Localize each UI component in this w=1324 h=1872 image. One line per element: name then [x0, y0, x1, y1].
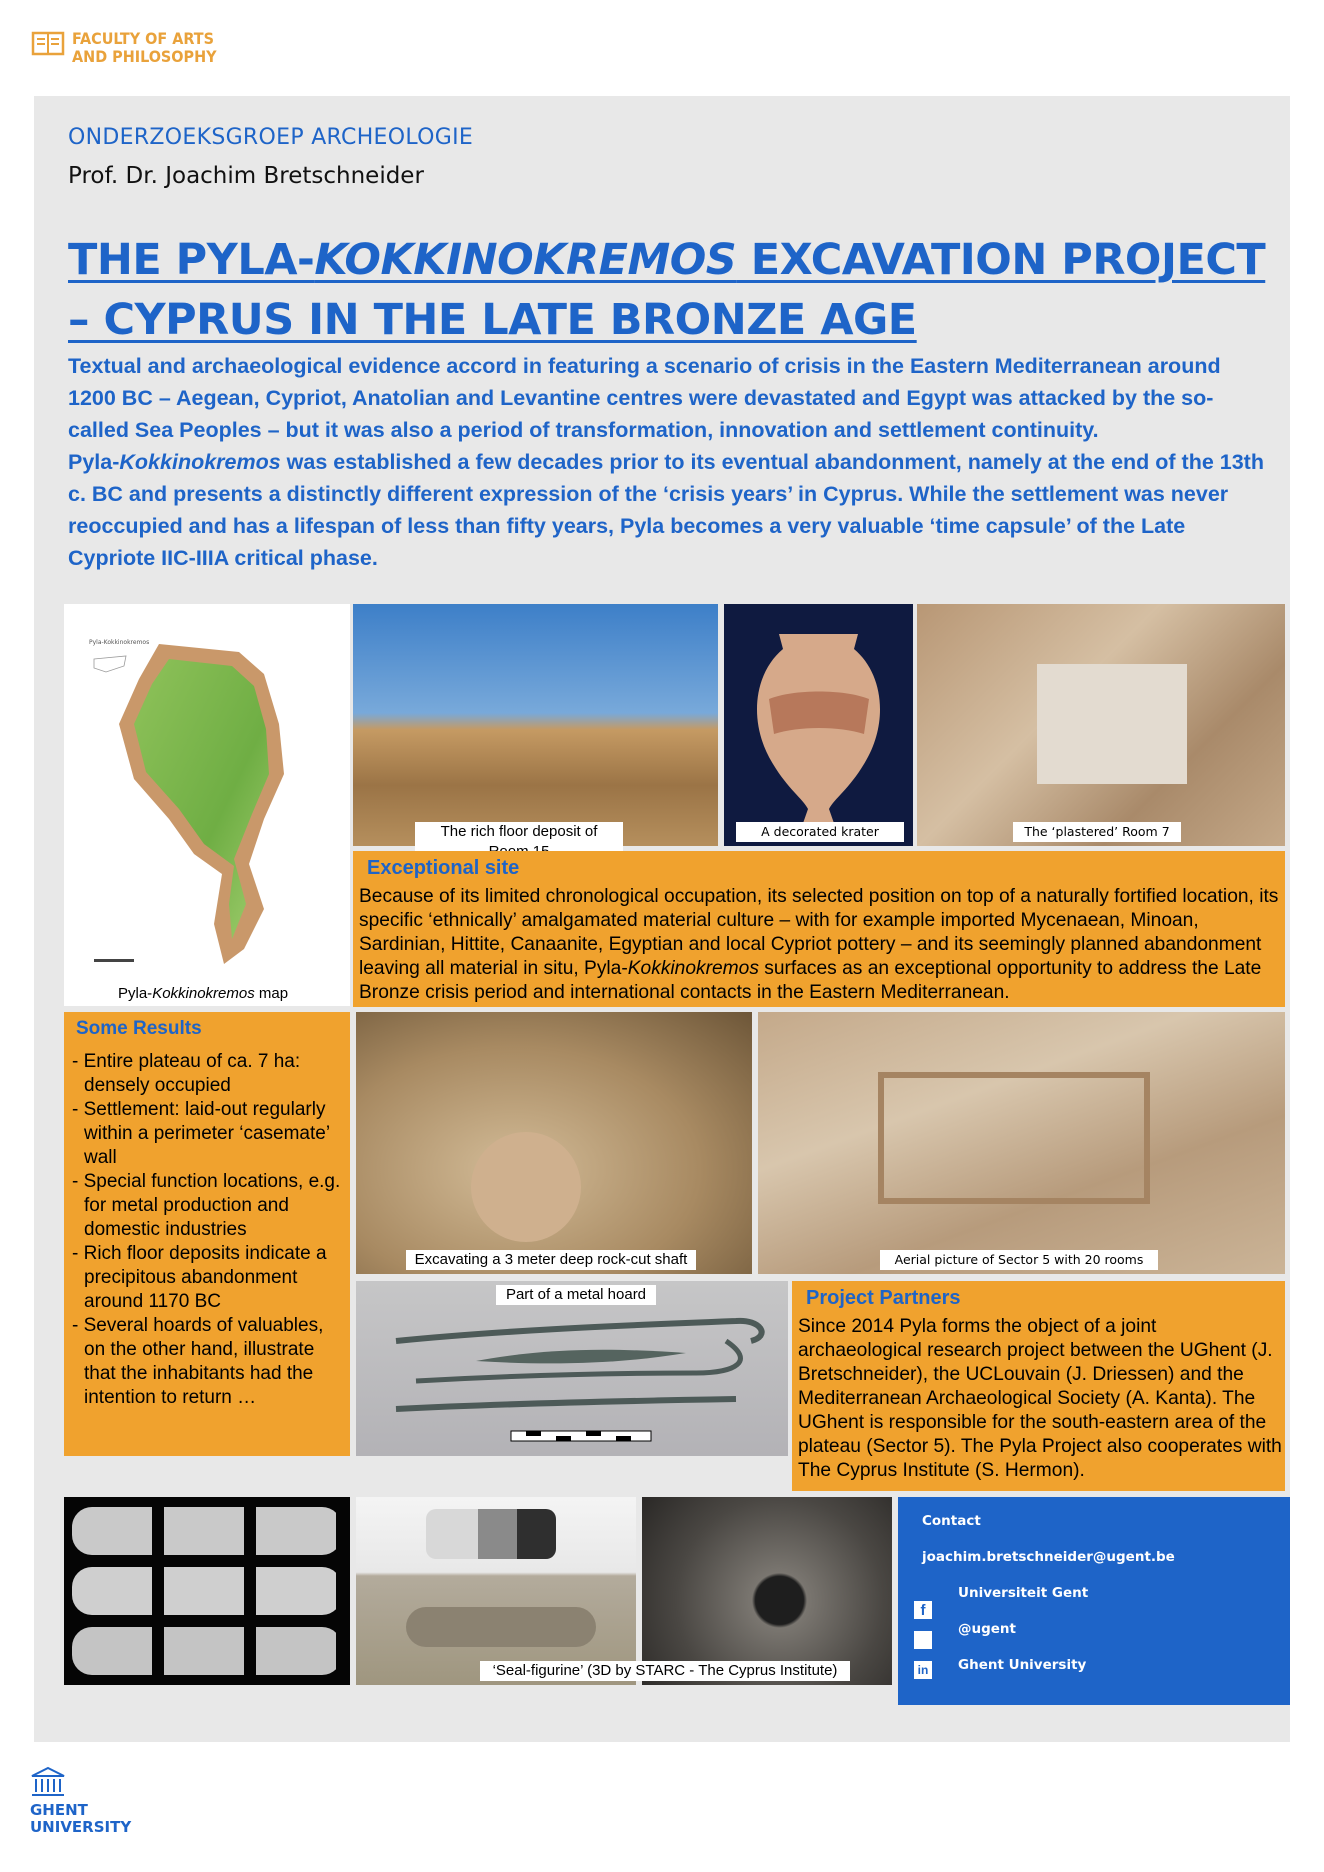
seal-row	[72, 1627, 342, 1675]
map-graphic	[64, 604, 350, 1006]
seal-figurine-shapes	[426, 1509, 556, 1559]
seal-row	[72, 1567, 342, 1615]
results-box	[64, 1012, 350, 1456]
photo-room7	[917, 604, 1285, 846]
research-group: ONDERZOEKSGROEP ARCHEOLOGIE	[68, 125, 474, 150]
site-map	[64, 604, 350, 1006]
photo-shaft	[356, 1012, 752, 1274]
caption-hoard: Part of a metal hoard	[496, 1285, 656, 1305]
ghent-line2: UNIVERSITY	[30, 1818, 132, 1836]
map-caption: Pyla-Kokkinokremos map	[114, 984, 292, 1004]
twitter-icon	[914, 1631, 932, 1649]
results-item: - Special function locations, e.g. for metal production and domestic industries	[72, 1171, 341, 1240]
photo-floor-deposit	[353, 604, 718, 846]
photo-seal-closeup	[642, 1497, 892, 1685]
photo-aerial	[758, 1012, 1285, 1274]
exceptional-text: Because of its limited chronological occupation, its selected position on top of a naturally fortified location, its specific ‘ethnically’ amalgamated material culture – with for example imported Mycenaean, Minoan, Sardinian, Hittite, Canaanite, Egyptian and local Cypriot pottery – and its seemingly planned abandonment leaving all material in situ, Pyla-Kokkinokremos surfaces as an exceptional opportunity to address the Late Bronze crisis period and international contacts in the Eastern Mediterranean.	[359, 886, 1279, 1003]
caption-shaft: Excavating a 3 meter deep rock-cut shaft	[406, 1250, 696, 1270]
contact-email[interactable]: joachim.bretschneider@ugent.be	[922, 1549, 1175, 1565]
facebook-icon: f	[914, 1601, 932, 1619]
contact-linkedin[interactable]: Ghent University	[958, 1657, 1087, 1673]
aerial-rooms	[878, 1072, 1150, 1204]
exceptional-site-box	[353, 851, 1285, 1007]
contact-twitter[interactable]: @ugent	[958, 1621, 1016, 1637]
shaft-jar	[471, 1132, 581, 1242]
krater-graphic	[724, 604, 913, 846]
photo-seal-figurine	[356, 1497, 636, 1685]
ghent-university-logo	[30, 1766, 131, 1836]
university-building-icon	[30, 1766, 66, 1798]
results-item: - Several hoards of valuables, on the other hand, illustrate that the inhabitants had the intention to return …	[72, 1315, 324, 1408]
photo-metal-hoard	[356, 1281, 788, 1456]
partners-box	[792, 1281, 1285, 1491]
caption-room7: The ‘plastered’ Room 7	[1013, 822, 1181, 842]
caption-floor-deposit: The rich floor deposit of	[415, 822, 623, 862]
hoard-graphic	[356, 1281, 788, 1456]
ghent-line1: GHENT	[30, 1801, 88, 1819]
caption-krater: A decorated krater	[736, 822, 904, 842]
professor-name: Prof. Dr. Joachim Bretschneider	[68, 163, 424, 189]
faculty-logo	[32, 30, 217, 66]
caption-seal: ‘Seal-figurine’ (3D by STARC - The Cyprus Institute)	[480, 1661, 850, 1681]
results-item: - Rich floor deposits indicate a precipitous abandonment around 1170 BC	[72, 1243, 327, 1312]
photo-seals	[64, 1497, 350, 1685]
contact-heading: Contact	[922, 1513, 981, 1529]
seal-row	[72, 1507, 342, 1555]
contact-facebook[interactable]: Universiteit Gent	[958, 1585, 1089, 1601]
seal-impression	[406, 1607, 596, 1647]
room7-floor	[1037, 664, 1187, 784]
book-icon	[32, 30, 64, 56]
exceptional-heading: Exceptional site	[367, 857, 520, 879]
results-item: - Settlement: laid-out regularly within a perimeter ‘casemate’ wall	[72, 1099, 330, 1168]
linkedin-icon: in	[914, 1661, 932, 1679]
results-item: - Entire plateau of ca. 7 ha: densely occupied	[72, 1051, 301, 1096]
map-inner-title: Pyla-Kokkinokremos	[89, 639, 150, 646]
faculty-name: FACULTY OF ARTS AND PHILOSOPHY	[72, 29, 217, 66]
intro-text: Textual and archaeological evidence accord in featuring a scenario of crisis in the Eastern Mediterranean around 1200 BC – Aegean, Cypriot, Anatolian and Levantine centres were devastated and Egypt was attacked by the so-called Sea Peoples – but it was also a period of transformation, innovation and settlement continuity. Pyla-Kokkinokremos was established a few decades prior to its eventual abandonment, namely at the end of the 13th c. BC and presents a distinctly different expression of the ‘crisis years’ in Cyprus. While the settlement was never reoccupied and has a lifespan of less than fifty years, Pyla becomes a very valuable ‘time capsule’ of the Late Cypriote IIC-IIIA critical phase.	[68, 354, 1264, 570]
poster-title: THE PYLA-KOKKINOKREMOS EXCAVATION PROJECT – CYPRUS IN THE LATE BRONZE AGE	[68, 235, 1266, 345]
caption-aerial: Aerial picture of Sector 5 with 20 rooms	[880, 1250, 1158, 1270]
partners-heading: Project Partners	[806, 1287, 961, 1309]
results-list	[68, 1050, 346, 1410]
partners-text: Since 2014 Pyla forms the object of a joint archaeological research project between the UGhent (J. Bretschneider), the UCLouvain (J. Driessen) and the Mediterranean Archaeological Society (A. Kanta). The UGhent is responsible for the south-eastern area of the plateau (Sector 5). The Pyla Project also cooperates with The Cyprus Institute (S. Hermon).	[798, 1316, 1282, 1481]
photo-krater	[724, 604, 913, 846]
contact-box	[898, 1497, 1290, 1705]
results-heading: Some Results	[76, 1018, 202, 1039]
